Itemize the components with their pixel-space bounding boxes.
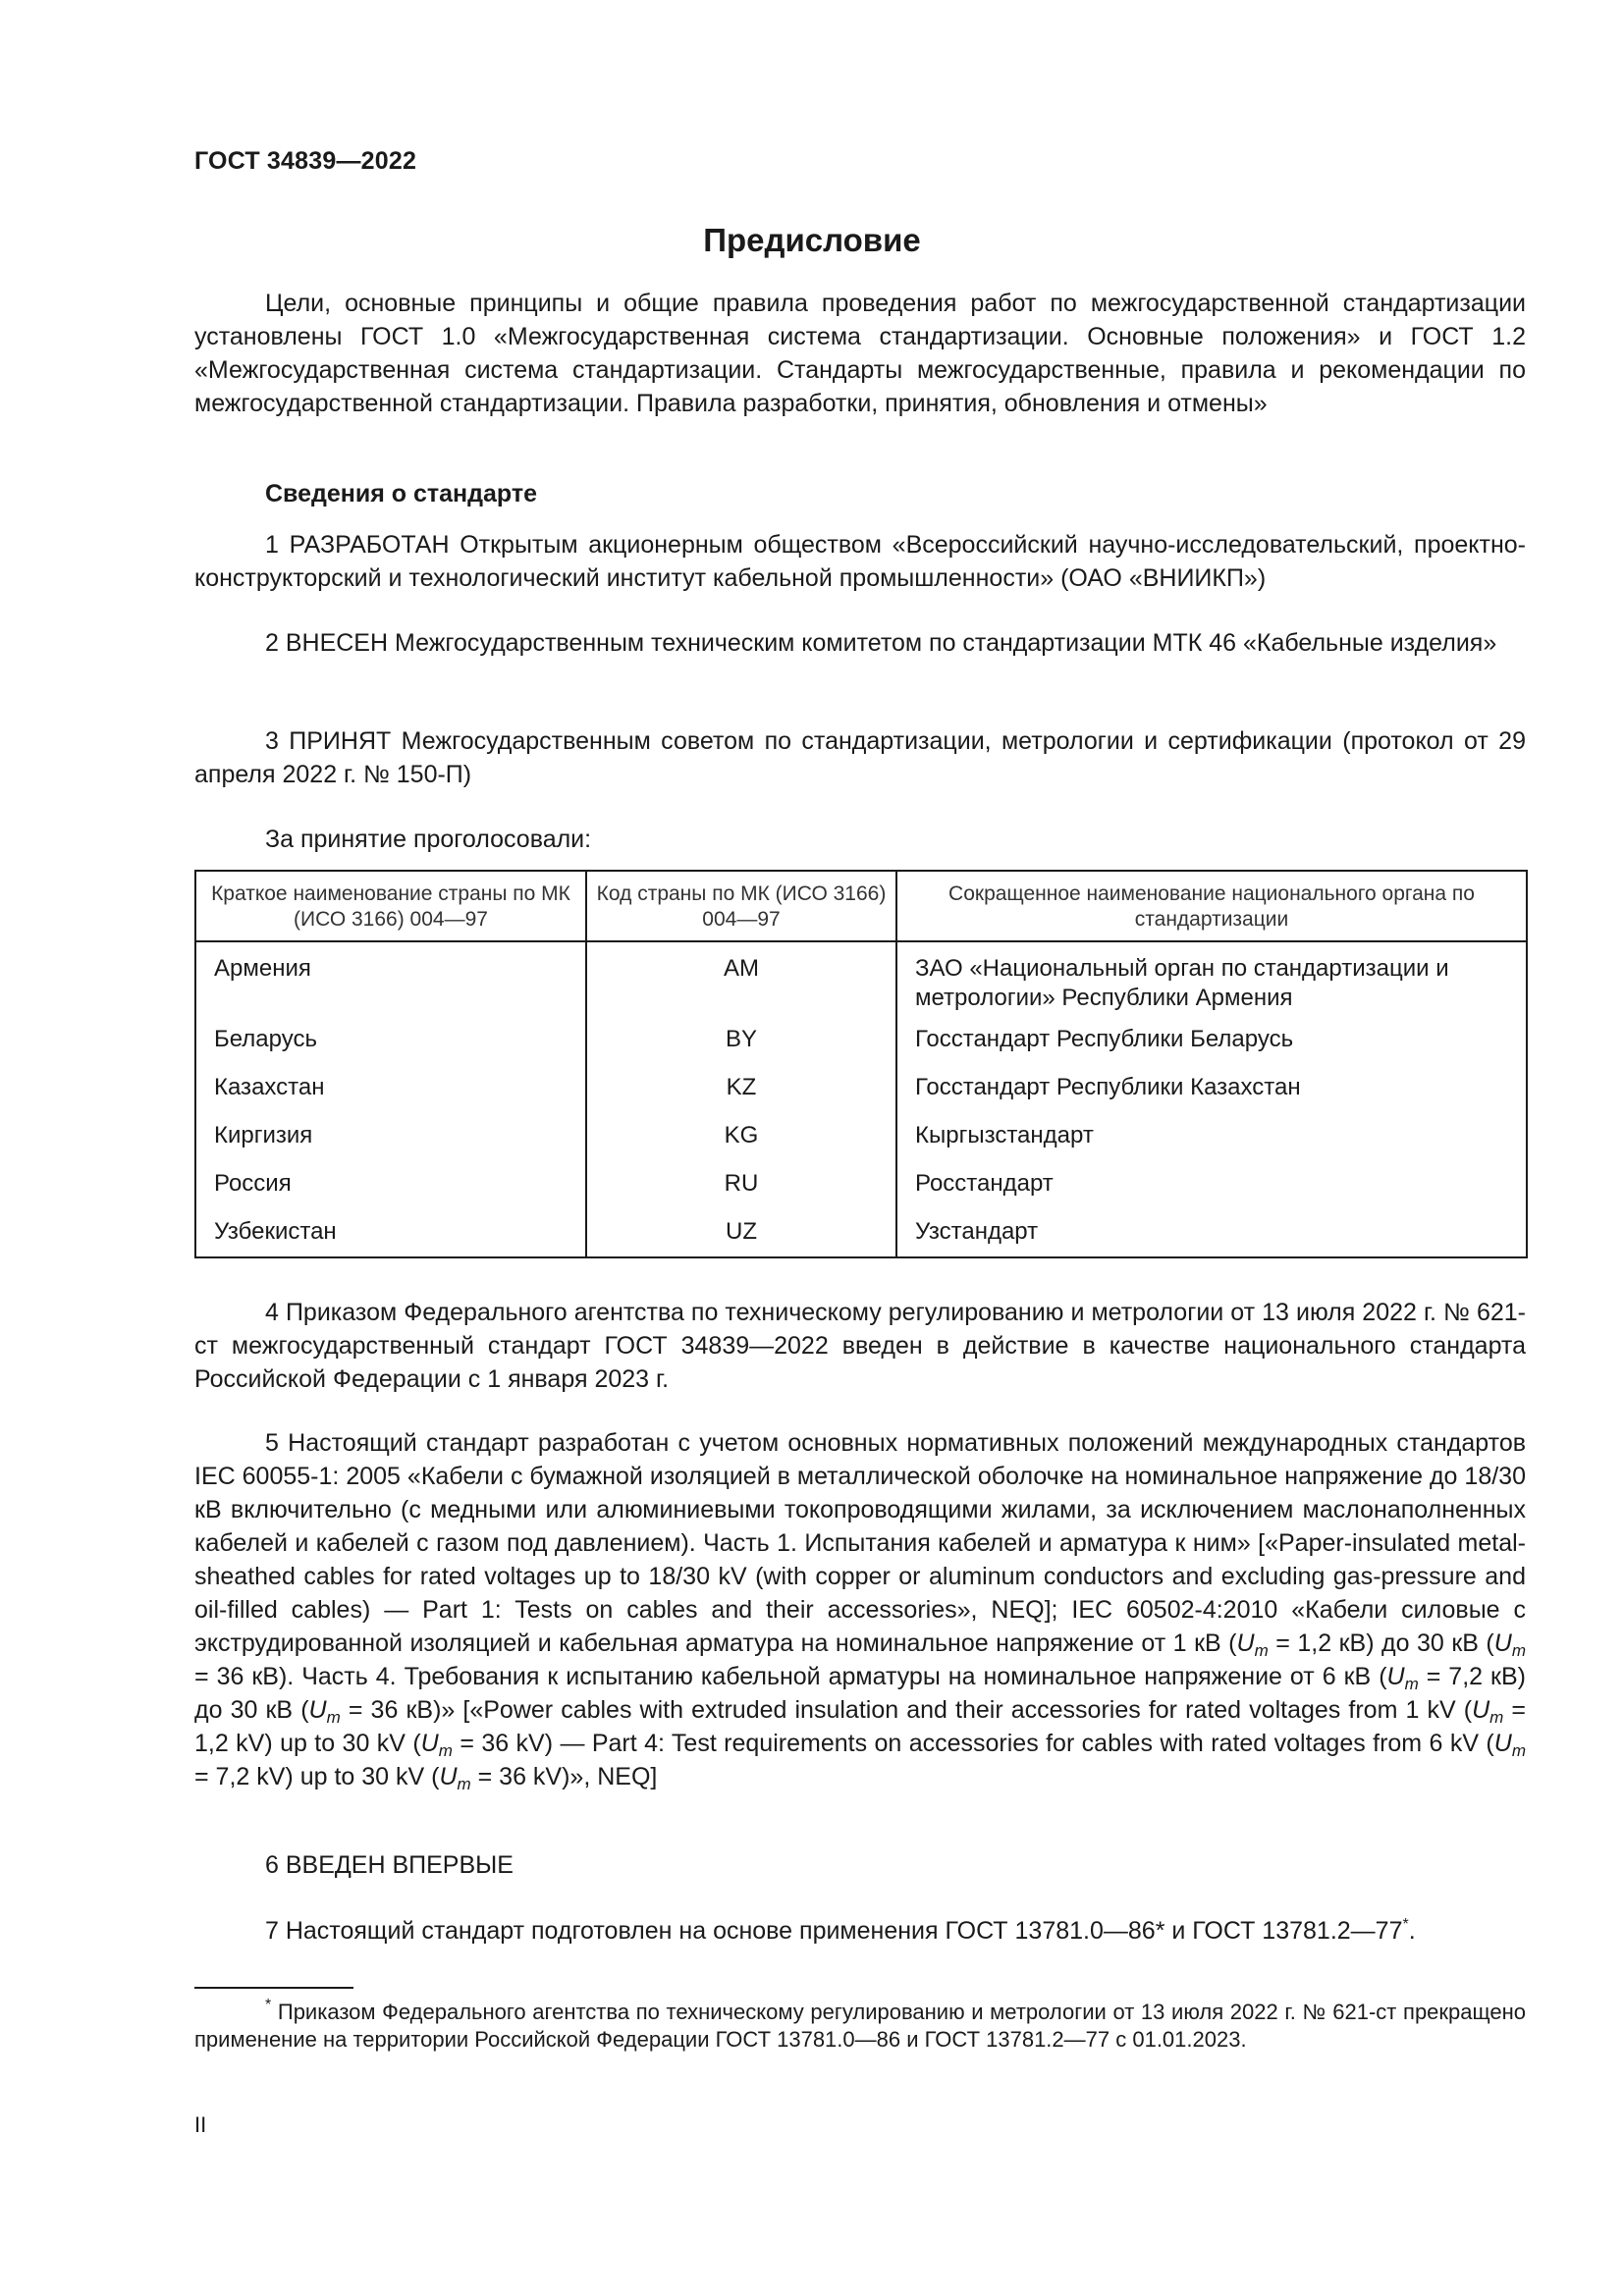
item-6: 6 ВВЕДЕН ВПЕРВЫЕ: [265, 1851, 514, 1879]
table-row: [195, 1121, 1527, 1169]
agency-cell: Росстандарт: [896, 1169, 1527, 1217]
item-4-text: 4 Приказом Федерального агентства по техническому регулированию и метрологии от 13 июля 2022 г. № 621-ст межгосударственный стандарт ГОСТ 34839—2022 введен в действие в качестве национального стандарта Российской Федерации с 1 января 2023 г.: [194, 1299, 1526, 1393]
country-cell: Армения: [195, 941, 586, 1023]
intro-text: Цели, основные принципы и общие правила проведения работ по межгосударственной стандартизации установлены ГОСТ 1.0 «Межгосударственная система стандартизации. Основные положения» и ГОСТ 1.2 «Межгосударственная система стандартизации. Стандарты межгосударственные, правила и рекомендации по межгосударственной стандартизации. Правила разработки, принятия, обновления и отмены»: [194, 290, 1526, 417]
page-title: Предисловие: [703, 222, 921, 258]
item-1: [194, 528, 1526, 595]
section-heading: Сведения о стандарте: [265, 480, 538, 507]
agency-cell: Госстандарт Республики Беларусь: [896, 1023, 1527, 1073]
agency-cell: ЗАО «Национальный орган по стандартизации и метрологии» Республики Армения: [896, 941, 1527, 1023]
column-header-country: Краткое наименование страны по МК (ИСО 3166) 004—97: [195, 871, 586, 941]
item-1-text: 1 РАЗРАБОТАН Открытым акционерным обществом «Всероссийский научно-исследовательский, проектно-конструкторский и технологический институт кабельной промышленности» (ОАО «ВНИИКП»): [194, 531, 1526, 592]
code-cell: BY: [586, 1023, 896, 1073]
table-row: [195, 1217, 1527, 1257]
page-number: II: [194, 2112, 207, 2137]
footnote-text: * Приказом Федерального агентства по техническому регулированию и метрологии от 13 июля 2022 г. № 621-ст прекращено применение на территории Российской Федерации ГОСТ 13781.0—86 и ГОСТ 13781.2—77 с 01.01.2023.: [194, 1997, 1526, 2052]
table-row: [195, 1023, 1527, 1073]
agency-cell: Узстандарт: [896, 1217, 1527, 1257]
code-cell: KG: [586, 1121, 896, 1169]
item-2: [194, 626, 1526, 660]
code-cell: RU: [586, 1169, 896, 1217]
footnote-divider: [194, 1987, 353, 1989]
item-5-text: 5 Настоящий стандарт разработан с учетом основных нормативных положений международных стандартов IEC 60055-1: 2005 «Кабели с бумажной изоляцией в металлической оболочке на номинальное напряжение до 18/30 кВ включительно (с медными или алюминиевыми токопроводящими жилами, за исключением маслонаполненных кабелей и кабелей с газом под давлением). Часть 1. Испытания кабелей и арматура к ним» [«Paper-insulated metal-sheathed cables for rated voltages up to 18/30 kV (with copper or aluminum conductors and excluding gas-pressure and oil-filled cables) — Part 1: Tests on cables and their accessories», NEQ]; IEC 60502-4:2010 «Кабели силовые с экструдированной изоляцией и кабельная арматура на номинальное напряжение от 1 кВ ($U_m = 1,2$ кВ) до 30 кВ ($U_m = 36$ кВ). Часть 4. Требования к испытанию кабельной арматуры на номинальное напряжение от 6 кВ ($U_m = 7,2$ кВ) до 30 кВ ($U_m = 36$ кВ)» [«Power cables with extruded insulation and their accessories for rated voltages from 1 kV ($U_m = 1,2$ kV) up to 30 kV ($U_m = 36$ kV) — Part 4: Test requirements on accessories for cables with rated voltages from 6 kV ($U_m = 7,2$ kV) up to 30 kV ($U_m = 36$ kV)», NEQ]: [194, 1429, 1527, 1793]
country-cell: Беларусь: [195, 1023, 586, 1073]
code-cell: KZ: [586, 1073, 896, 1121]
column-header-agency: Сокращенное наименование национального органа по стандартизации: [896, 871, 1527, 941]
footnote: [194, 1999, 1526, 2054]
intro-paragraph: [194, 287, 1526, 420]
table-row: [195, 941, 1527, 1023]
code-cell: AM: [586, 941, 896, 1023]
country-cell: Узбекистан: [195, 1217, 586, 1257]
item-4: [194, 1296, 1526, 1396]
document-id-header: ГОСТ 34839—2022: [194, 147, 417, 175]
item-5: [194, 1426, 1526, 1793]
country-cell: Казахстан: [195, 1073, 586, 1121]
voted-label: За принятие проголосовали:: [265, 826, 592, 853]
item-3-text: 3 ПРИНЯТ Межгосударственным советом по стандартизации, метрологии и сертификации (протокол от 29 апреля 2022 г. № 150-П): [194, 727, 1526, 788]
agency-cell: Госстандарт Республики Казахстан: [896, 1073, 1527, 1121]
table-row: [195, 1169, 1527, 1217]
item-3: [194, 724, 1526, 791]
table-header-row: [195, 871, 1527, 941]
table-row: [195, 1073, 1527, 1121]
item-7: 7 Настоящий стандарт подготовлен на основе применения ГОСТ 13781.0—86* и ГОСТ 13781.2—77*.: [265, 1916, 1416, 1945]
country-cell: Россия: [195, 1169, 586, 1217]
column-header-code: Код страны по МК (ИСО 3166) 004—97: [586, 871, 896, 941]
agency-cell: Кыргызстандарт: [896, 1121, 1527, 1169]
country-cell: Киргизия: [195, 1121, 586, 1169]
voting-table: [194, 870, 1528, 1258]
code-cell: UZ: [586, 1217, 896, 1257]
item-2-text: 2 ВНЕСЕН Межгосударственным техническим комитетом по стандартизации МТК 46 «Кабельные изделия»: [265, 629, 1497, 657]
